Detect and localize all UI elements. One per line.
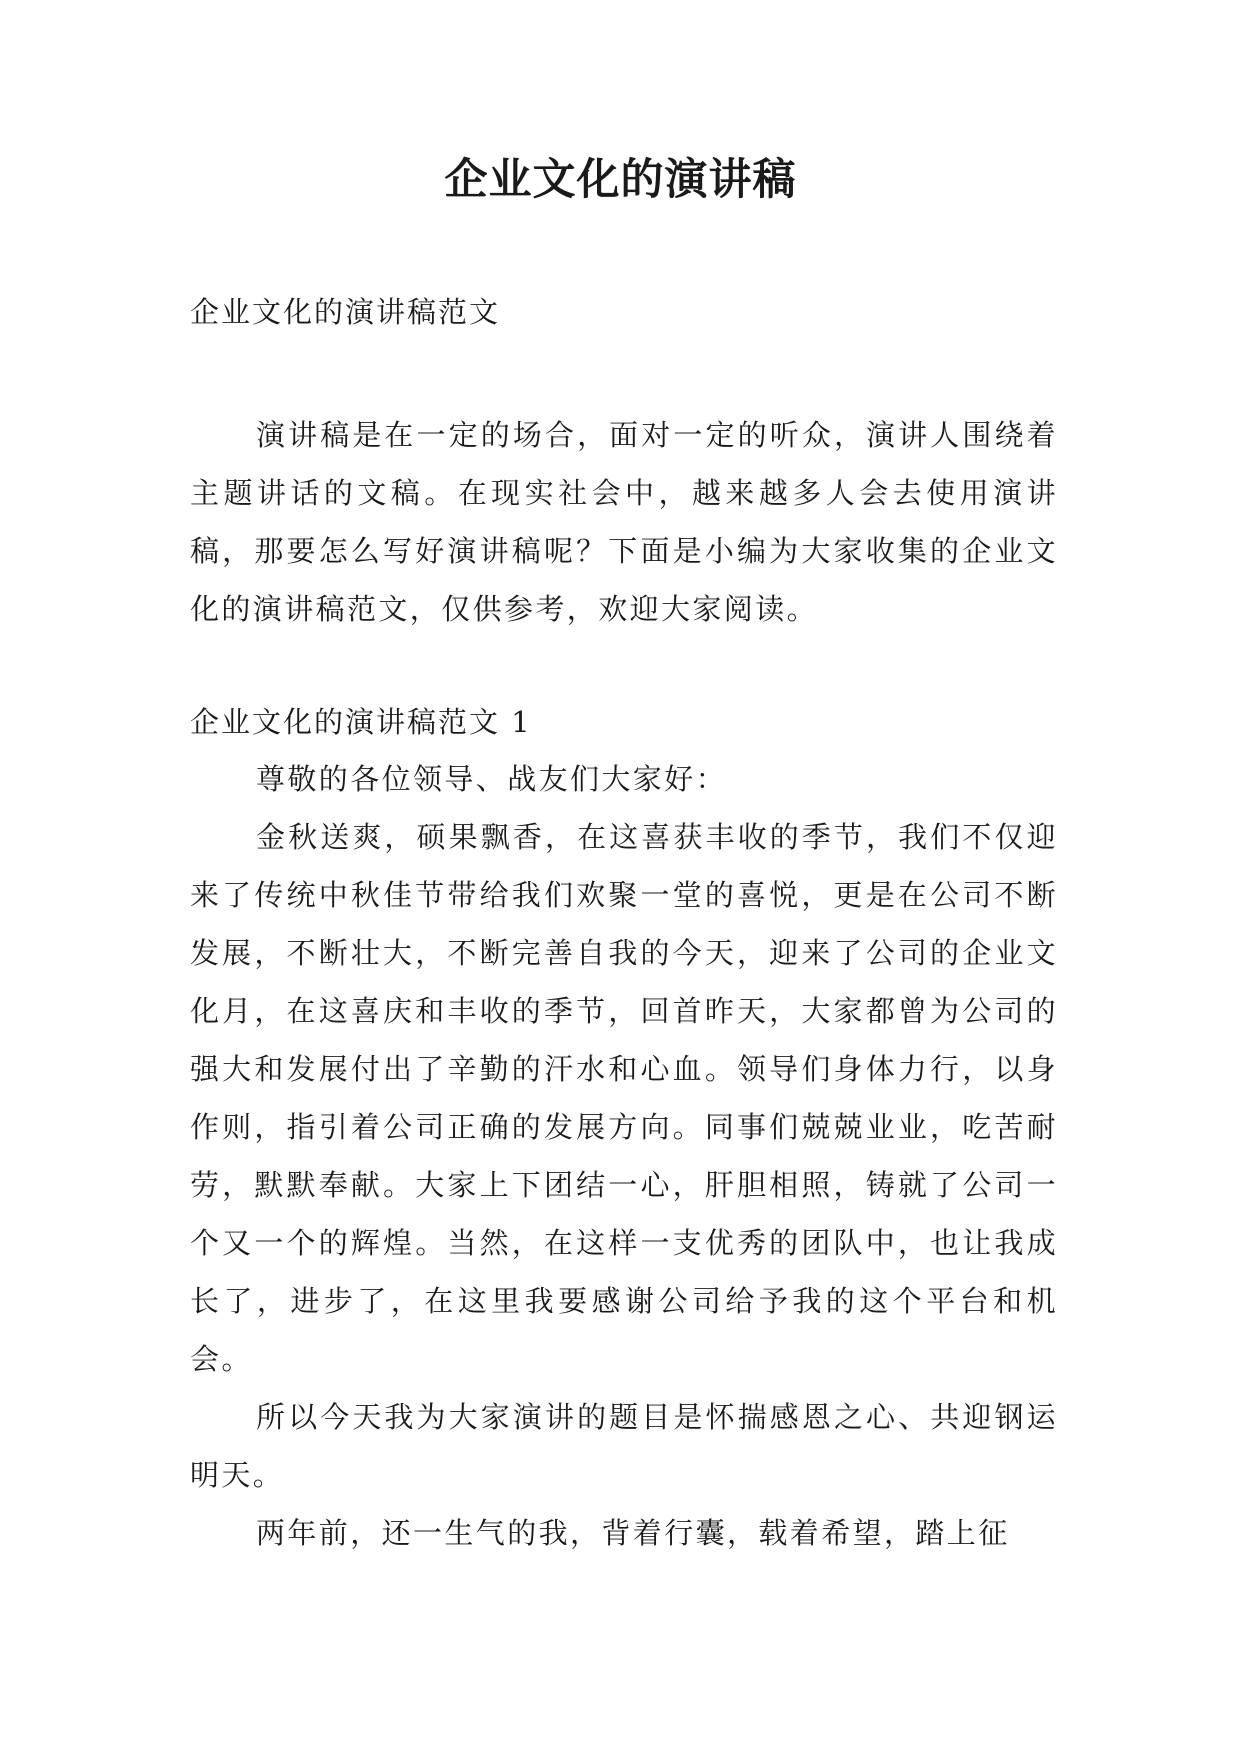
speech-body bbox=[190, 750, 1058, 1562]
body-paragraph: 金秋送爽，硕果飘香，在这喜获丰收的季节，我们不仅迎来了传统中秋佳节带给我们欢聚一堂的喜悦，更是在公司不断发展，不断壮大，不断完善自我的今天，迎来了公司的企业文化月，在这喜庆和丰收的季节，回首昨天，大家都曾为公司的强大和发展付出了辛勤的汗水和心血。领导们身体力行，以身作则，指引着公司正确的发展方向。同事们兢兢业业，吃苦耐劳，默默奉献。大家上下团结一心，肝胆相照，铸就了公司一个又一个的辉煌。当然，在这样一支优秀的团队中，也让我成长了，进步了，在这里我要感谢公司给予我的这个平台和机会。 bbox=[190, 820, 1058, 1376]
section-heading: 企业文化的演讲稿范文 1 bbox=[190, 705, 532, 739]
document-title: 企业文化的演讲稿 bbox=[444, 155, 797, 205]
document-subtitle: 企业文化的演讲稿范文 bbox=[190, 295, 501, 329]
body-paragraph: 所以今天我为大家演讲的题目是怀揣感恩之心、共迎钢运明天。 bbox=[190, 1400, 1058, 1492]
body-paragraph: 两年前，还一生气的我，背着行囊，载着希望，踏上征 bbox=[256, 1516, 1010, 1550]
intro-paragraph: 演讲稿是在一定的场合，面对一定的听众，演讲人围绕着主题讲话的文稿。在现实社会中，越来越多人会去使用演讲稿，那要怎么写好演讲稿呢？下面是小编为大家收集的企业文化的演讲稿范文，仅供参考，欢迎大家阅读。 bbox=[190, 418, 1058, 626]
greeting-paragraph: 尊敬的各位领导、战友们大家好： bbox=[256, 762, 728, 796]
